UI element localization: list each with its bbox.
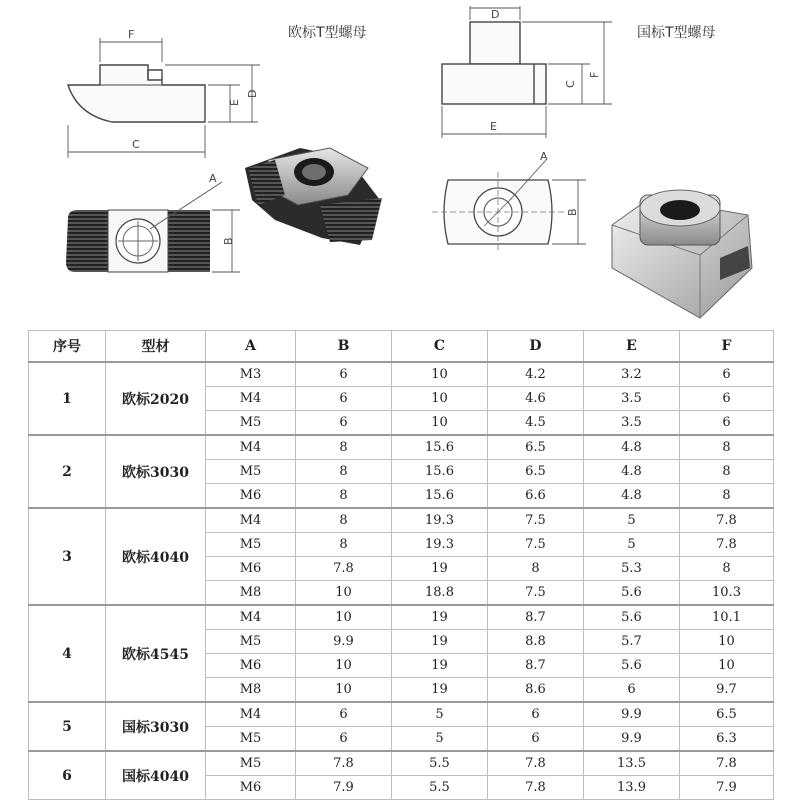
cell-a: M4 <box>206 508 296 533</box>
cn-side-profile <box>442 22 546 104</box>
dim-a-label-cn: A <box>540 150 548 163</box>
group-number: 5 <box>29 702 106 751</box>
cell-a: M5 <box>206 751 296 776</box>
cell-c: 15.6 <box>392 435 488 460</box>
cell-b: 8 <box>296 435 392 460</box>
cell-f: 7.9 <box>680 776 774 800</box>
cell-a: M8 <box>206 678 296 703</box>
cell-e: 5 <box>584 508 680 533</box>
cell-f: 8 <box>680 557 774 581</box>
header-c: C <box>392 331 488 363</box>
cell-b: 7.8 <box>296 557 392 581</box>
cell-a: M4 <box>206 702 296 727</box>
cell-b: 10 <box>296 581 392 606</box>
table-row <box>29 702 774 727</box>
dim-c-label: C <box>132 138 140 151</box>
header-no: 序号 <box>29 331 106 363</box>
header-b: B <box>296 331 392 363</box>
cell-e: 4.8 <box>584 460 680 484</box>
cell-e: 13.9 <box>584 776 680 800</box>
group-number: 2 <box>29 435 106 508</box>
cell-c: 18.8 <box>392 581 488 606</box>
header-d: D <box>488 331 584 363</box>
spec-table-head <box>29 331 774 363</box>
spec-table <box>28 330 774 800</box>
cell-a: M4 <box>206 387 296 411</box>
header-f: F <box>680 331 774 363</box>
cell-b: 6 <box>296 727 392 752</box>
cell-b: 6 <box>296 387 392 411</box>
table-row <box>29 605 774 630</box>
cell-c: 19 <box>392 678 488 703</box>
group-profile: 国标4040 <box>106 751 206 800</box>
dim-a-label-eu: A <box>209 172 217 185</box>
cell-a: M6 <box>206 557 296 581</box>
cell-e: 5 <box>584 533 680 557</box>
cell-e: 3.2 <box>584 362 680 387</box>
group-number: 4 <box>29 605 106 702</box>
cell-a: M4 <box>206 435 296 460</box>
eu-side-profile <box>68 65 205 122</box>
cell-b: 8 <box>296 460 392 484</box>
table-row <box>29 508 774 533</box>
cell-c: 5.5 <box>392 776 488 800</box>
cell-d: 7.5 <box>488 533 584 557</box>
dim-d-label: D <box>246 89 259 98</box>
cell-f: 7.8 <box>680 533 774 557</box>
cell-b: 9.9 <box>296 630 392 654</box>
dim-e-label-cn: E <box>490 120 497 133</box>
cn-3d-view <box>612 190 752 318</box>
table-row <box>29 751 774 776</box>
cell-d: 6.5 <box>488 435 584 460</box>
cell-d: 4.5 <box>488 411 584 436</box>
cell-a: M6 <box>206 776 296 800</box>
cell-b: 8 <box>296 508 392 533</box>
cell-f: 10.1 <box>680 605 774 630</box>
cell-c: 10 <box>392 411 488 436</box>
cell-d: 7.8 <box>488 751 584 776</box>
cell-d: 4.6 <box>488 387 584 411</box>
cell-e: 9.9 <box>584 702 680 727</box>
cell-b: 10 <box>296 605 392 630</box>
cell-d: 6.5 <box>488 460 584 484</box>
dim-f-label: F <box>128 28 135 41</box>
cell-d: 8.8 <box>488 630 584 654</box>
cell-d: 8.6 <box>488 678 584 703</box>
group-profile: 欧标2020 <box>106 362 206 435</box>
dim-c-label-cn: C <box>564 80 577 88</box>
cell-c: 5.5 <box>392 751 488 776</box>
table-row <box>29 435 774 460</box>
group-number: 1 <box>29 362 106 435</box>
group-profile: 欧标4040 <box>106 508 206 605</box>
cell-a: M4 <box>206 605 296 630</box>
group-number: 6 <box>29 751 106 800</box>
cell-c: 19 <box>392 654 488 678</box>
cell-e: 4.8 <box>584 484 680 509</box>
cell-f: 10 <box>680 630 774 654</box>
cell-d: 6 <box>488 727 584 752</box>
cell-c: 10 <box>392 362 488 387</box>
cell-e: 3.5 <box>584 411 680 436</box>
cell-e: 5.6 <box>584 581 680 606</box>
cell-f: 7.8 <box>680 508 774 533</box>
cell-c: 5 <box>392 727 488 752</box>
table-row <box>29 362 774 387</box>
cell-d: 6 <box>488 702 584 727</box>
header-a: A <box>206 331 296 363</box>
header-e: E <box>584 331 680 363</box>
cell-c: 15.6 <box>392 460 488 484</box>
cell-b: 7.8 <box>296 751 392 776</box>
cell-f: 8 <box>680 460 774 484</box>
dim-e-label: E <box>228 99 241 106</box>
cell-d: 7.5 <box>488 508 584 533</box>
cell-f: 8 <box>680 435 774 460</box>
technical-drawings <box>0 0 800 330</box>
header-profile: 型材 <box>106 331 206 363</box>
cell-e: 9.9 <box>584 727 680 752</box>
cell-b: 6 <box>296 362 392 387</box>
eu-title: 欧标T型螺母 <box>288 25 367 41</box>
cell-b: 10 <box>296 678 392 703</box>
cell-a: M8 <box>206 581 296 606</box>
cell-c: 19 <box>392 630 488 654</box>
cell-c: 19.3 <box>392 508 488 533</box>
cell-a: M5 <box>206 411 296 436</box>
cell-d: 4.2 <box>488 362 584 387</box>
cell-e: 6 <box>584 678 680 703</box>
cell-b: 6 <box>296 411 392 436</box>
cn-title: 国标T型螺母 <box>637 25 716 41</box>
cell-a: M3 <box>206 362 296 387</box>
cell-d: 7.8 <box>488 776 584 800</box>
group-profile: 国标3030 <box>106 702 206 751</box>
cell-c: 5 <box>392 702 488 727</box>
dim-d-label-cn: D <box>491 8 500 21</box>
cell-b: 8 <box>296 484 392 509</box>
group-number: 3 <box>29 508 106 605</box>
cell-c: 10 <box>392 387 488 411</box>
dim-b-label-eu: B <box>222 237 235 245</box>
cell-a: M5 <box>206 727 296 752</box>
eu-3d-view <box>245 148 382 245</box>
cell-d: 8.7 <box>488 654 584 678</box>
cell-f: 6 <box>680 387 774 411</box>
cell-b: 6 <box>296 702 392 727</box>
cell-f: 6.5 <box>680 702 774 727</box>
cell-c: 15.6 <box>392 484 488 509</box>
group-profile: 欧标4545 <box>106 605 206 702</box>
cell-c: 19.3 <box>392 533 488 557</box>
cell-c: 19 <box>392 557 488 581</box>
eu-top-view <box>66 182 222 272</box>
cell-c: 19 <box>392 605 488 630</box>
cell-f: 6 <box>680 411 774 436</box>
cell-a: M6 <box>206 484 296 509</box>
dim-f-label-cn: F <box>588 71 601 78</box>
cell-e: 3.5 <box>584 387 680 411</box>
cell-f: 10 <box>680 654 774 678</box>
diagram-area <box>0 0 800 330</box>
cell-a: M5 <box>206 460 296 484</box>
cell-f: 8 <box>680 484 774 509</box>
cell-e: 5.7 <box>584 630 680 654</box>
cell-d: 8.7 <box>488 605 584 630</box>
cell-a: M6 <box>206 654 296 678</box>
cell-d: 7.5 <box>488 581 584 606</box>
cell-b: 10 <box>296 654 392 678</box>
cell-f: 9.7 <box>680 678 774 703</box>
cell-f: 6.3 <box>680 727 774 752</box>
cell-f: 10.3 <box>680 581 774 606</box>
cell-e: 4.8 <box>584 435 680 460</box>
cn-top-view <box>432 160 566 252</box>
cell-b: 8 <box>296 533 392 557</box>
cell-a: M5 <box>206 630 296 654</box>
cell-f: 7.8 <box>680 751 774 776</box>
cell-d: 8 <box>488 557 584 581</box>
cell-b: 7.9 <box>296 776 392 800</box>
cell-e: 5.6 <box>584 605 680 630</box>
cell-f: 6 <box>680 362 774 387</box>
cell-e: 13.5 <box>584 751 680 776</box>
cell-d: 6.6 <box>488 484 584 509</box>
cell-e: 5.6 <box>584 654 680 678</box>
cell-a: M5 <box>206 533 296 557</box>
group-profile: 欧标3030 <box>106 435 206 508</box>
cell-e: 5.3 <box>584 557 680 581</box>
spec-table-body <box>29 362 774 800</box>
dim-b-label-cn: B <box>566 208 579 216</box>
